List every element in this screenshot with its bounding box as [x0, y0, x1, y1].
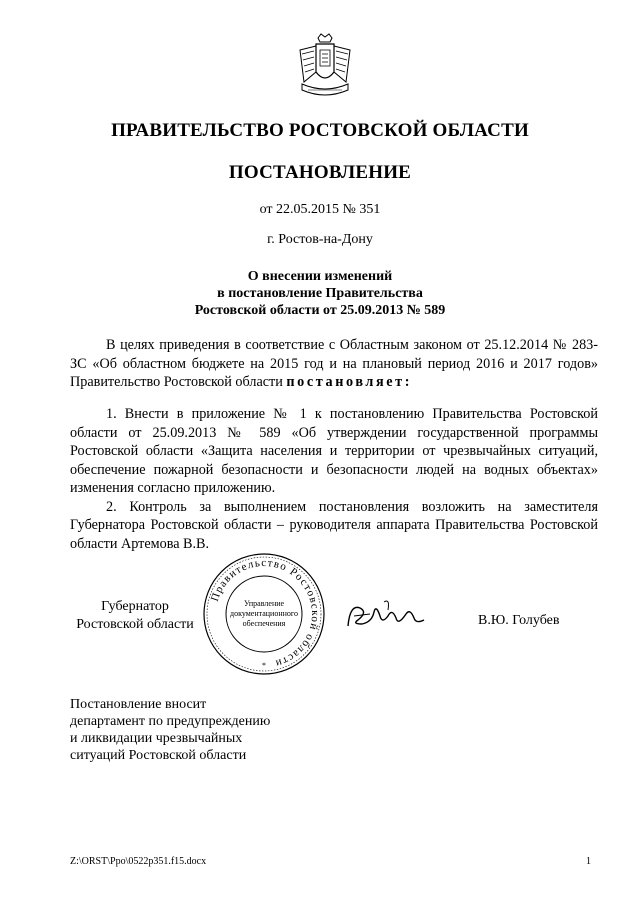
signatory-title — [70, 598, 200, 634]
resolves-word: постановляет: — [286, 374, 413, 390]
signatory-title-line-1: Губернатор — [101, 599, 169, 614]
preamble-body: В целях приведения в соответствие с Областным законом от 25.12.2014 № 283-ЗС «Об областном бюджете на 2015 год и на плановый период 2016 и 2017 годов» Правительство Ростовской области — [70, 337, 598, 390]
government-name: ПРАВИТЕЛЬСТВО РОСТОВСКОЙ ОБЛАСТИ — [111, 120, 529, 141]
seal-inner-line-1: Управление — [243, 599, 285, 608]
subject-line-1: О внесении изменений — [247, 269, 393, 284]
signatory-title-line-2: Ростовской области — [76, 617, 194, 632]
note-line-4: ситуаций Ростовской области — [70, 748, 247, 763]
decree-date-number: от 22.05.2015 № 351 — [259, 202, 381, 217]
item-1: 1. Внести в приложение № 1 к постановлению Правительства Ростовской области от 25.09.2013 № 589 «Об утверждении государственной программы Ростовской области «Защита населения и территории от чрезвычайных ситуаций, обеспечение пожарной безопасности и безопасности людей на водных объектах» изменения согласно приложению. — [70, 406, 598, 496]
subject-line-2: в постановление Правительства — [217, 286, 423, 301]
preamble-text — [70, 336, 598, 392]
svg-text:*: * — [262, 661, 266, 670]
page-number: 1 — [586, 856, 591, 867]
note-line-2: департамент по предупреждению — [70, 714, 271, 729]
handwritten-signature-icon — [340, 590, 430, 640]
decree-items — [70, 405, 598, 553]
signer-name: В.Ю. Голубев — [478, 613, 560, 628]
submitted-by-note — [70, 696, 370, 764]
seal-ring-text: Правительство Ростовской области — [208, 556, 322, 670]
note-line-1: Постановление вносит — [70, 697, 207, 712]
seal-inner-line-2: документационного — [230, 609, 298, 618]
document-type: ПОСТАНОВЛЕНИЕ — [228, 162, 412, 183]
city-line: г. Ростов-на-Дону — [267, 232, 373, 247]
official-seal-icon — [200, 550, 328, 678]
preamble-paragraph — [70, 336, 598, 392]
item-2: 2. Контроль за выполнением постановления возложить на заместителя Губернатора Ростовской области – руководителя аппарата Правительства Ростовской области Артемова В.В. — [70, 498, 598, 552]
decree-subject — [0, 268, 640, 319]
file-path: Z:\ORST\Ppo\0522p351.f15.docx — [70, 856, 207, 867]
subject-line-3: Ростовской области от 25.09.2013 № 589 — [194, 303, 446, 318]
coat-of-arms-icon — [294, 32, 356, 102]
note-line-3: и ликвидации чрезвычайных — [70, 731, 243, 746]
seal-inner-line-3: обеспечения — [242, 619, 286, 628]
